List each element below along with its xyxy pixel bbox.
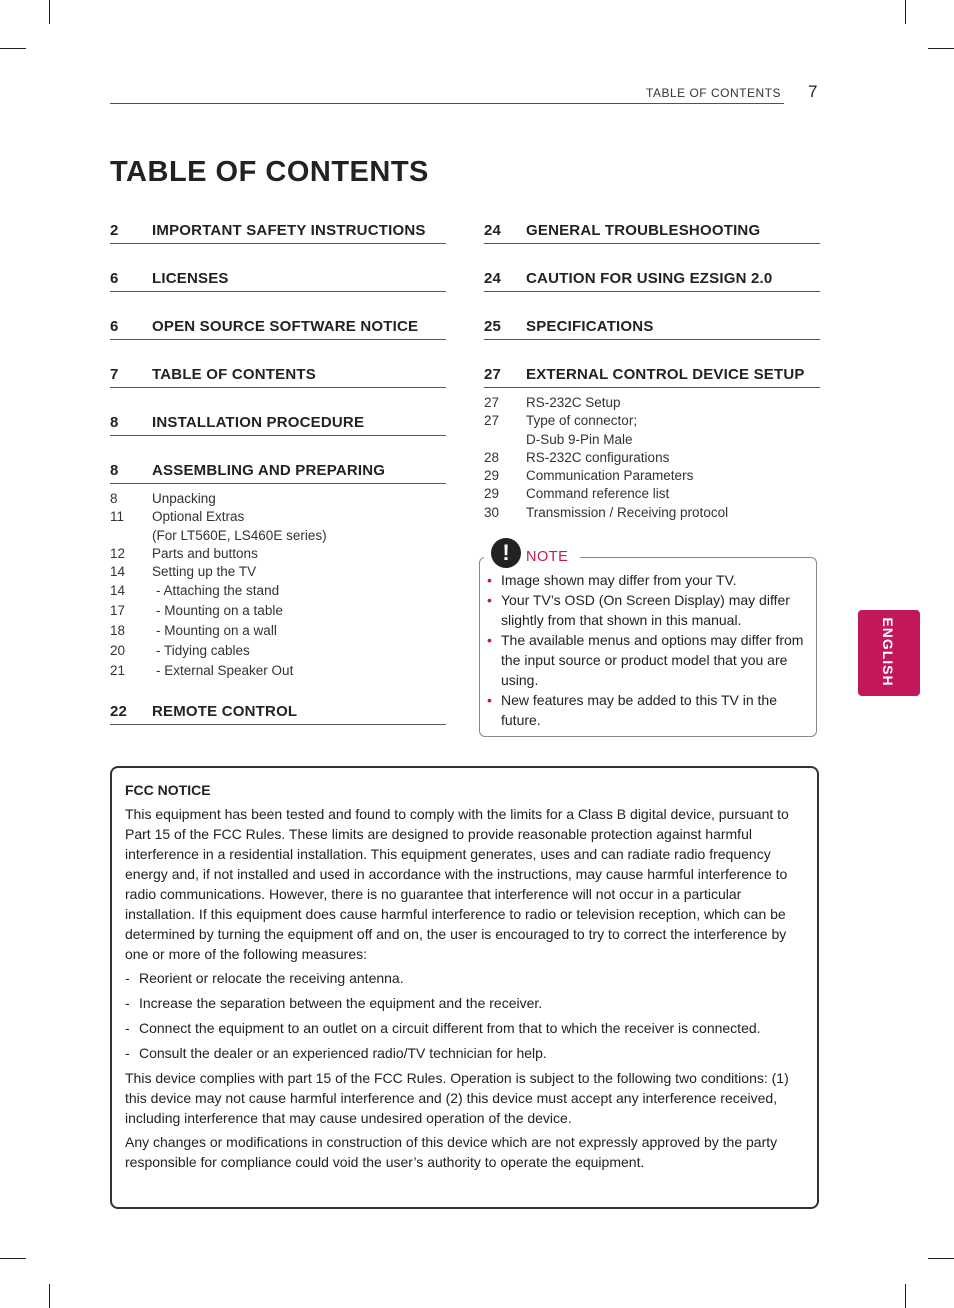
dash-icon: - [125, 1020, 130, 1036]
toc-entry[interactable] [484, 222, 820, 244]
crop-mark [0, 1258, 26, 1259]
page-title: TABLE OF CONTENTS [110, 156, 429, 188]
fcc-measure-text: Increase the separation between the equipment and the receiver. [139, 995, 543, 1011]
crop-mark [49, 0, 50, 24]
toc-sub-page-number: 14 [110, 583, 126, 599]
toc-entry-title: IMPORTANT SAFETY INSTRUCTIONS [152, 222, 426, 239]
toc-entry-title: GENERAL TROUBLESHOOTING [526, 222, 761, 239]
toc-subentry[interactable] [110, 545, 446, 563]
running-header-title: TABLE OF CONTENTS [646, 86, 781, 100]
toc-sub-title: - Mounting on a wall [156, 623, 277, 639]
toc-sub-page-number: 8 [110, 491, 118, 506]
toc-sub-page-number: 27 [484, 413, 500, 429]
page-number: 7 [808, 82, 818, 101]
toc-right-column [484, 222, 820, 544]
toc-page-number: 7 [110, 366, 119, 383]
note-item [487, 630, 807, 690]
fcc-measure-text: Connect the equipment to an outlet on a circuit different from that to which the receiver is connected. [139, 1020, 761, 1036]
toc-sub-page-number: 14 [110, 564, 126, 580]
fcc-notice-title: FCC NOTICE [125, 782, 211, 798]
toc-sub-title: (For LT560E, LS460E series) [152, 527, 327, 543]
toc-sub-page-number: 30 [484, 504, 500, 520]
dash-icon: - [125, 995, 130, 1011]
toc-subentry[interactable] [110, 581, 446, 601]
toc-sub-page-number: 18 [110, 623, 126, 639]
toc-entry[interactable] [110, 318, 446, 340]
toc-sub-page-number: 29 [484, 486, 500, 502]
toc-sub-page-number [110, 527, 152, 545]
toc-entry[interactable] [484, 270, 820, 292]
toc-left-column [110, 222, 446, 751]
note-list [487, 570, 807, 730]
fcc-measure-text: Reorient or relocate the receiving antenna. [139, 970, 404, 986]
toc-entry-title: OPEN SOURCE SOFTWARE NOTICE [152, 318, 419, 335]
toc-page-number: 2 [110, 222, 119, 239]
toc-subentry[interactable] [110, 508, 446, 526]
toc-sub-title: Unpacking [152, 491, 216, 506]
toc-sub-title: - Mounting on a table [156, 603, 283, 619]
toc-sub-title: Parts and buttons [152, 545, 258, 561]
toc-sublist [484, 394, 820, 522]
toc-sub-page-number: 11 [110, 509, 125, 525]
toc-entry[interactable] [110, 462, 446, 484]
toc-sub-page-number: 21 [110, 663, 126, 679]
toc-page-number: 25 [484, 318, 502, 335]
bullet-icon: • [487, 592, 492, 608]
toc-page-number: 8 [110, 462, 119, 479]
toc-entry-title: SPECIFICATIONS [526, 318, 654, 335]
toc-page-number: 27 [484, 366, 502, 383]
bullet-icon: • [487, 572, 492, 588]
toc-sub-title: RS-232C Setup [526, 395, 621, 410]
toc-subentry[interactable] [110, 601, 446, 621]
crop-mark [0, 48, 26, 49]
crop-mark [928, 1258, 954, 1259]
toc-sub-page-number: 28 [484, 449, 500, 465]
note-item-text: New features may be added to this TV in the future. [501, 692, 778, 728]
toc-sub-page-number: 27 [484, 395, 500, 410]
crop-mark [928, 48, 954, 49]
toc-sub-page-number: 17 [110, 603, 126, 619]
crop-mark [49, 1284, 50, 1308]
toc-entry[interactable] [110, 222, 446, 244]
fcc-notice-content [125, 780, 809, 1176]
toc-page-number: 24 [484, 222, 502, 239]
fcc-paragraph: This device complies with part 15 of the FCC Rules. Operation is subject to the following two conditions: (1) this device may not cause harmful interference and (2) this device must accept any interference received, including interference that may cause undesired operation of the device. [125, 1070, 789, 1126]
toc-entry[interactable] [484, 318, 820, 340]
language-tab-label: ENGLISH [880, 617, 896, 687]
fcc-measure [125, 1018, 809, 1038]
toc-subentry[interactable] [110, 563, 446, 581]
dash-icon: - [125, 970, 130, 986]
note-label: NOTE [526, 549, 569, 565]
fcc-measure [125, 993, 809, 1013]
toc-sub-title: D-Sub 9-Pin Male [526, 431, 633, 447]
toc-sub-title: - Attaching the stand [156, 583, 280, 599]
toc-sub-title: Type of connector; [526, 413, 638, 429]
fcc-measure [125, 1043, 809, 1063]
fcc-measure [125, 968, 809, 988]
toc-entry-title: REMOTE CONTROL [152, 703, 298, 721]
toc-entry-title: ASSEMBLING AND PREPARING [152, 462, 386, 479]
fcc-paragraph: This equipment has been tested and found to comply with the limits for a Class B digital device, pursuant to Part 15 of the FCC Rules. These limits are designed to provide reasonable protection against harmful interference in a residential installation. This equipment generates, uses and can radiate radio frequency energy and, if not installed and used in accordance with the instructions, may cause harmful interference to radio communications. However, there is no guarantee that interference will not occur in a particular installation. If this equipment does cause harmful interference to radio or television reception, which can be determined by turning the equipment off and on, the user is encouraged to try to correct the interference by one or more of the following measures: [125, 806, 789, 962]
toc-subentry[interactable] [110, 490, 446, 508]
toc-sub-title: RS-232C configurations [526, 449, 670, 465]
toc-sublist [110, 490, 446, 681]
toc-page-number: 22 [110, 703, 128, 721]
toc-entry[interactable] [110, 366, 446, 388]
bullet-icon: • [487, 632, 492, 648]
note-item [487, 570, 807, 590]
toc-page-number: 6 [110, 318, 119, 335]
toc-entry-title: EXTERNAL CONTROL DEVICE SETUP [526, 366, 805, 383]
exclamation-icon: ! [491, 538, 521, 568]
note-item-text: Your TV’s OSD (On Screen Display) may differ slightly from that shown in this manual. [501, 592, 790, 628]
toc-entry[interactable] [484, 366, 820, 388]
note-item [487, 690, 807, 730]
fcc-paragraph: Any changes or modifications in construction of this device which are not expressly approved by the party responsible for compliance could void the user’s authority to operate the equipment. [125, 1134, 778, 1170]
dash-icon: - [125, 1045, 130, 1061]
toc-sub-page-number: 12 [110, 545, 126, 561]
toc-page-number: 24 [484, 270, 502, 287]
toc-sub-title: Setting up the TV [152, 564, 257, 580]
toc-entry-title: CAUTION FOR USING EZSIGN 2.0 [526, 270, 773, 287]
note-item-text: Image shown may differ from your TV. [501, 572, 737, 588]
bullet-icon: • [487, 692, 492, 708]
toc-subentry[interactable] [484, 485, 820, 503]
toc-subentry [484, 431, 820, 449]
toc-entry-title: INSTALLATION PROCEDURE [152, 414, 365, 431]
note-item-text: The available menus and options may differ from the input source or product model that you are using. [501, 632, 804, 688]
toc-entry[interactable] [110, 270, 446, 292]
crop-mark [905, 1284, 906, 1308]
toc-page-number: 6 [110, 270, 119, 287]
toc-subentry[interactable] [110, 621, 446, 641]
toc-subentry [110, 527, 446, 545]
toc-subentry[interactable] [110, 661, 446, 681]
toc-subentry[interactable] [484, 449, 820, 467]
toc-subentry[interactable] [484, 467, 820, 485]
toc-sub-title: Command reference list [526, 486, 670, 502]
toc-sub-title: Transmission / Receiving protocol [526, 504, 729, 520]
toc-sub-title: Optional Extras [152, 509, 245, 525]
toc-sub-title: - Tidying cables [156, 643, 250, 659]
header-rule [110, 103, 784, 104]
toc-entry[interactable] [110, 703, 446, 725]
toc-subentry[interactable] [484, 412, 820, 430]
toc-sub-page-number: 29 [484, 468, 500, 484]
crop-mark [905, 0, 906, 24]
toc-sub-title: - External Speaker Out [156, 663, 294, 679]
toc-sub-page-number [484, 431, 526, 449]
note-item [487, 590, 807, 630]
toc-page-number: 8 [110, 414, 119, 431]
toc-subentry[interactable] [484, 504, 820, 522]
toc-entry-title: TABLE OF CONTENTS [152, 366, 316, 383]
toc-subentry[interactable] [484, 394, 820, 412]
toc-entry[interactable] [110, 414, 446, 436]
toc-sub-page-number: 20 [110, 643, 126, 659]
fcc-measure-text: Consult the dealer or an experienced radio/TV technician for help. [139, 1045, 547, 1061]
toc-subentry[interactable] [110, 641, 446, 661]
toc-entry-title: LICENSES [152, 270, 229, 287]
toc-sub-title: Communication Parameters [526, 468, 694, 484]
